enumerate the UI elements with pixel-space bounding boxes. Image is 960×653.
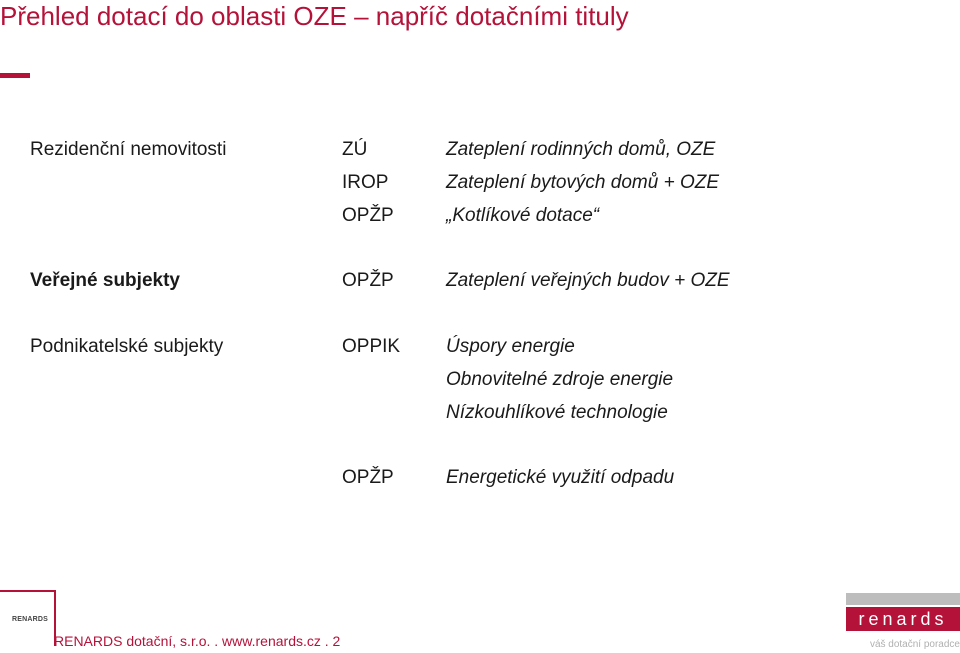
category-public: Veřejné subjekty bbox=[30, 270, 180, 291]
program-opzp-kotliky: OPŽP bbox=[342, 205, 394, 226]
description-vyuziti-odpadu: Energetické využití odpadu bbox=[446, 467, 675, 488]
program-zu: ZÚ bbox=[342, 139, 368, 160]
category-residential: Rezidenční nemovitosti bbox=[30, 139, 227, 160]
description-oze: Obnovitelné zdroje energie bbox=[446, 369, 674, 390]
category-business: Podnikatelské subjekty bbox=[30, 336, 224, 357]
logo-tagline: váš dotační poradce bbox=[869, 639, 960, 650]
description-rodinne-domy: Zateplení rodinných domů, OZE bbox=[446, 139, 716, 160]
description-nizkouhlikove: Nízkouhlíkové technologie bbox=[446, 402, 668, 423]
logo-left-text: RENARDS bbox=[12, 616, 49, 623]
program-oppik: OPPIK bbox=[342, 336, 401, 357]
description-bytove-domy: Zateplení bytových domů + OZE bbox=[446, 172, 719, 193]
description-kotlikove-dotace: „Kotlíkové dotace“ bbox=[446, 205, 600, 226]
page-title: Přehled dotací do oblasti OZE – napříč dotačními tituly bbox=[0, 1, 629, 31]
logo-grey-band bbox=[846, 593, 960, 605]
renards-logo-left bbox=[0, 590, 58, 648]
title-accent-bar bbox=[0, 73, 30, 78]
renards-logo-right bbox=[846, 593, 960, 653]
logo-red-band: renards bbox=[846, 607, 960, 631]
program-opzp-odpad: OPŽP bbox=[342, 467, 394, 488]
description-uspory-energie: Úspory energie bbox=[446, 336, 575, 357]
program-irop: IROP bbox=[342, 172, 389, 193]
description-verejne-budovy: Zateplení veřejných budov + OZE bbox=[446, 270, 730, 291]
program-opzp-verejne: OPŽP bbox=[342, 270, 394, 291]
footer-company-line: RENARDS dotační, s.r.o. . www.renards.cz . 2 bbox=[54, 633, 341, 649]
